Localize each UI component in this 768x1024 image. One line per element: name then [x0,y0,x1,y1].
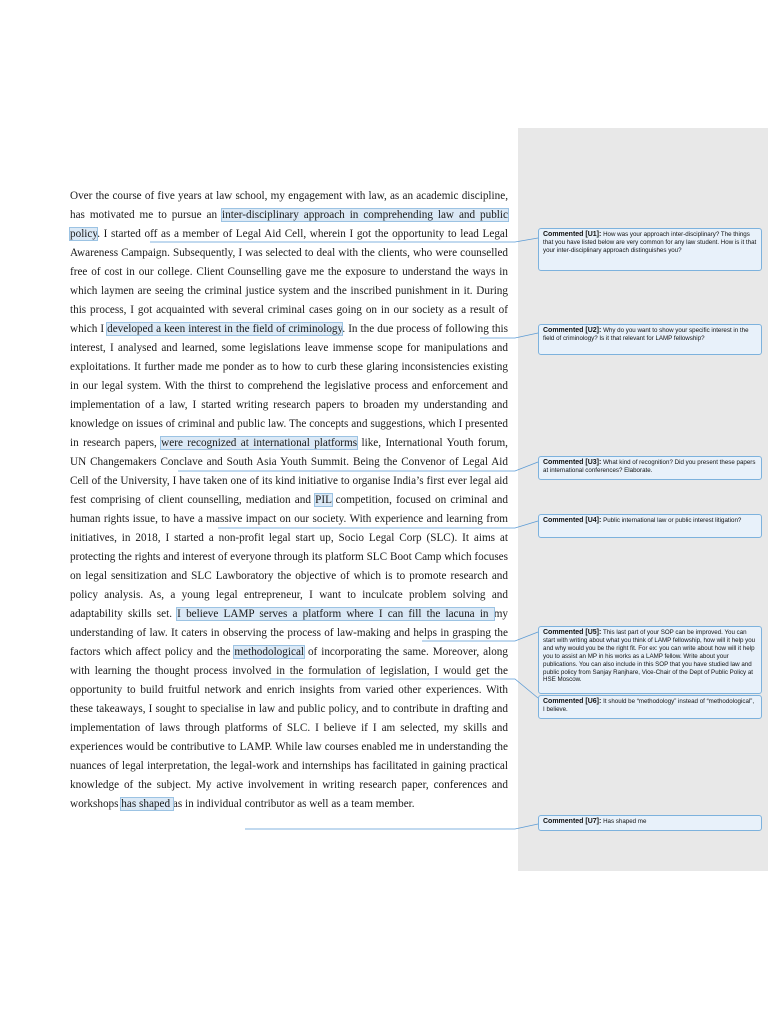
text-run: like, International Youth forum, UN Changemakers Conclave and South Asia Youth Summit. Being the Convenor of Legal Aid Cell of the University, I have taken one of its kind initiative to organise India’s first ever legal aid fest comprising of client counselling, mediation and [70,436,508,506]
comment-anchor-u7[interactable]: has shaped [121,797,173,810]
comment-anchor-u5[interactable]: I believe LAMP serves a platform where I can fill the lacuna in [177,607,494,620]
comment-u6[interactable] [538,695,762,719]
comment-text: Has shaped me [601,818,647,825]
comment-text: This last part of your SOP can be improved. You can start with writing about what you think of LAMP fellowship, how will it help you and why would you be the right fit. For ex: you can write about how will it help you to assist an MP in his works as a LAMP fellow. Write about your publications. You can also include in this SOP that you have studied law and public policy from Sanjay Ranjhare, Vice-Chair of the Dept of Public Policy at HSE Moscow. [543,629,756,684]
comment-anchor-u3[interactable]: were recognized at international platforms [161,436,358,449]
comment-u4[interactable] [538,514,762,538]
comment-text: It should be “methodology” instead of “methodological”, I believe. [543,698,755,713]
comment-label: Commented [U1]: [543,231,602,238]
comment-u2[interactable] [538,324,762,355]
text-run: of incorporating the same. Moreover, along with learning the thought process involved in the formulation of legislation, I would get the opportunity to build fruitful network and enrich insights from varied other experiences. With these takeaways, I sought to specialise in law and public policy, and to contribute in drafting and implementation of laws through platforms of SLC. I believe if I am selected, my skills and experiences would be contributive to LAMP. While law courses enabled me in understanding the nuances of legal interpretation, the legal-work and internships has facilitated in gaining practical knowledge of the subject. My active involvement in writing research paper, conferences and workshops [70,645,508,810]
comment-u7[interactable] [538,815,762,831]
comment-label: Commented [U3]: [543,459,602,466]
comment-text: How was your approach inter-disciplinary? The things that you have listed below are very common for any law student. How is it that your inter-disciplinary approach distinguishes you? [543,231,757,254]
comment-label: Commented [U5]: [543,629,602,636]
text-run: as in individual contributor as well as a team member. [172,797,415,810]
comment-u1[interactable] [538,228,762,271]
comment-u3[interactable] [538,456,762,480]
comment-label: Commented [U2]: [543,327,602,334]
text-run: my understanding of law. It caters in observing the process of law-making and helps in grasping the factors which affect policy and the [70,607,508,658]
comment-anchor-u6[interactable]: methodological [234,645,305,658]
comment-u5[interactable] [538,626,762,694]
text-run: . In the due process of following this interest, I analysed and learned, some legislations leave immense scope for manipulations and exploitations. It further made me ponder as to how to curb these glaring inconsistencies existing in our legal system. With the thirst to comprehend the legislative process and enforcement and implementation of a law, I started writing research papers to broaden my understanding and knowledge on issues of criminal and public law. The concepts and suggestions, which I presented in research papers, [70,322,508,449]
comment-label: Commented [U4]: [543,517,602,524]
comment-text: What kind of recognition? Did you present these papers at international conferences? Elaborate. [543,459,756,474]
statement-paragraph [70,187,508,813]
comment-label: Commented [U7]: [543,818,602,825]
comment-text: Why do you want to show your specific interest in the field of criminology? Is it that relevant for LAMP fellowship? [543,327,749,342]
comment-anchor-u1[interactable]: inter-disciplinary approach in comprehending law and public policy [70,208,508,240]
text-run: competition, focused on criminal and human rights issue, to have a massive impact on our society. With experience and learning from initiatives, in 2018, I started a non-profit legal start up, Socio Legal Corp (SLC). It aims at protecting the rights and interest of everyone through its platform SLC Boot Camp which focuses on legal sensitization and SLC Lawboratory the objective of which is to promote research and policy analysis. As, a young legal entrepreneur, I want to inculcate problem solving and adaptability skills set. [70,493,508,620]
document-body [70,187,508,813]
comment-anchor-u2[interactable]: developed a keen interest in the field of criminology [107,322,343,335]
comment-label: Commented [U6]: [543,698,602,705]
connector-u7 [245,824,538,829]
text-run: . I started off as a member of Legal Aid Cell, wherein I got the opportunity to lead Legal Awareness Campaign. Subsequently, I was selected to deal with the clients, who were counselled free of cost in our college. Client Counselling gave me the exposure to understand the ways in which laymen are seeing the criminal justice system and the inscribed punishment in it. During this process, I got acquainted with several criminal cases going on in our society as a result of which I [70,227,508,335]
comment-anchor-u4[interactable]: PIL [315,493,332,506]
text-run: Over the course of five years at law school, my engagement with law, as an academic discipline, has motivated me to pursue an [70,190,508,221]
comment-text: Public international law or public interest litigation? [601,517,742,524]
